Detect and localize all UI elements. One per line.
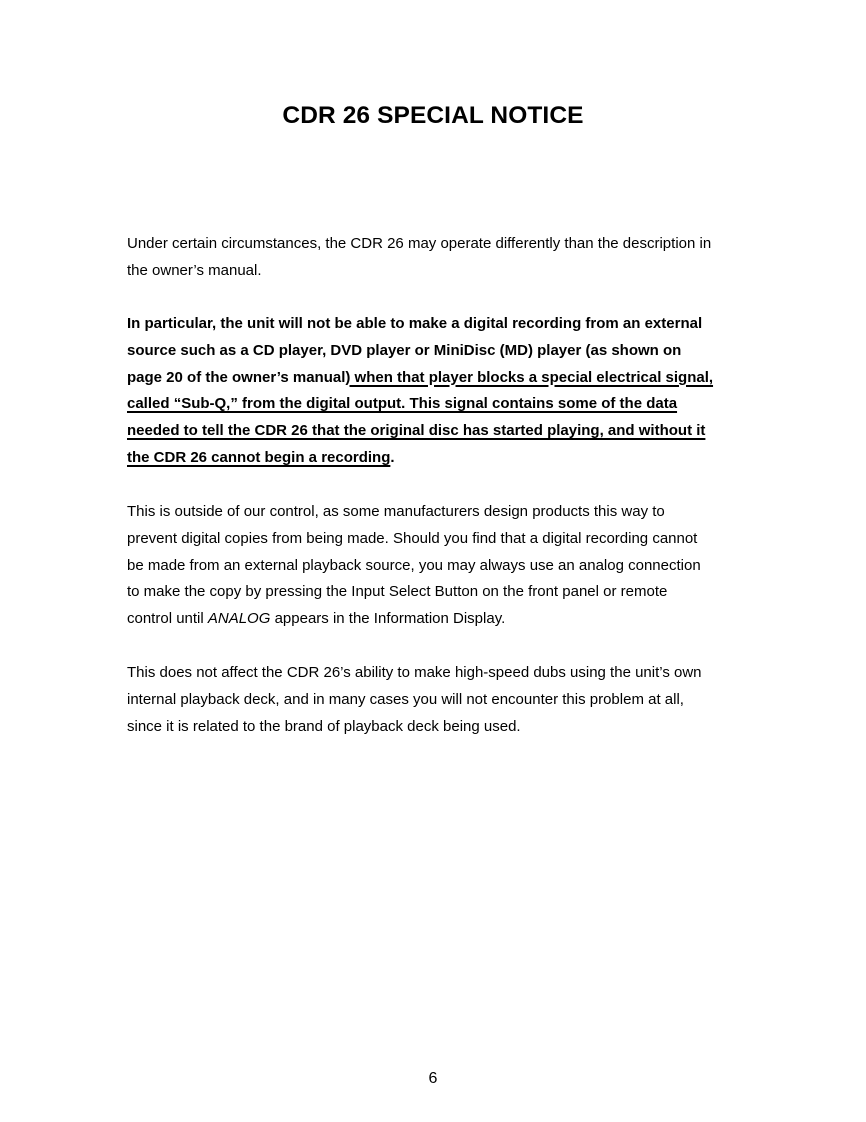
paragraph-closing xyxy=(127,660,747,740)
paragraph-notice-line-3-underlined: ) when that player blocks a special electrical signal, xyxy=(345,368,714,386)
paragraph-notice-bold xyxy=(127,311,747,472)
paragraph-notice-line-3-plain: page 20 of the owner’s manual xyxy=(127,368,346,386)
paragraph-notice-line-6-underlined: the CDR 26 cannot begin a recording xyxy=(127,448,391,466)
paragraph-workaround-line-2: prevent digital copies from being made. Should you find that a digital recording cannot xyxy=(127,529,698,547)
paragraph-notice-line-5: needed to tell the CDR 26 that the original disc has started playing, and without it xyxy=(127,422,706,440)
paragraph-workaround-line-3: be made from an external playback source, you may always use an analog connection xyxy=(127,556,701,574)
page-number: 6 xyxy=(428,1070,438,1087)
paragraph-notice-line-6 xyxy=(127,445,747,472)
paragraph-notice-line-6-end: . xyxy=(390,448,395,466)
analog-mode-label: ANALOG xyxy=(207,610,271,628)
paragraph-notice-line-1: In particular, the unit will not be able to make a digital recording from an external xyxy=(127,315,703,332)
paragraph-intro-line-1: Under certain circumstances, the CDR 26 may operate differently than the description in xyxy=(127,235,712,252)
paragraph-closing-line-3: since it is related to the brand of playback deck being used. xyxy=(127,717,521,735)
paragraph-workaround-line-5-end: appears in the Information Display. xyxy=(270,610,506,628)
paragraph-intro xyxy=(127,231,747,285)
paragraph-workaround-line-1: This is outside of our control, as some manufacturers design products this way to xyxy=(127,503,665,520)
paragraph-closing-line-2: internal playback deck, and in many cases you will not encounter this problem at all, xyxy=(127,690,684,708)
page-title: CDR 26 SPECIAL NOTICE xyxy=(282,102,584,129)
paragraph-notice-line-3 xyxy=(127,365,747,392)
paragraph-workaround-line-4: to make the copy by pressing the Input Select Button on the front panel or remote xyxy=(127,583,668,601)
paragraph-workaround xyxy=(127,499,747,633)
paragraph-workaround-line-5-start: control until xyxy=(127,610,208,628)
paragraph-workaround-line-5 xyxy=(127,606,747,633)
paragraph-notice-line-4: called “Sub-Q,” from the digital output. This signal contains some of the data xyxy=(127,395,678,413)
paragraph-notice-line-2: source such as a CD player, DVD player or MiniDisc (MD) player (as shown on xyxy=(127,341,682,359)
paragraph-closing-line-1: This does not affect the CDR 26’s ability to make high-speed dubs using the unit’s own xyxy=(127,664,702,681)
paragraph-intro-line-2: the owner’s manual. xyxy=(127,261,262,279)
